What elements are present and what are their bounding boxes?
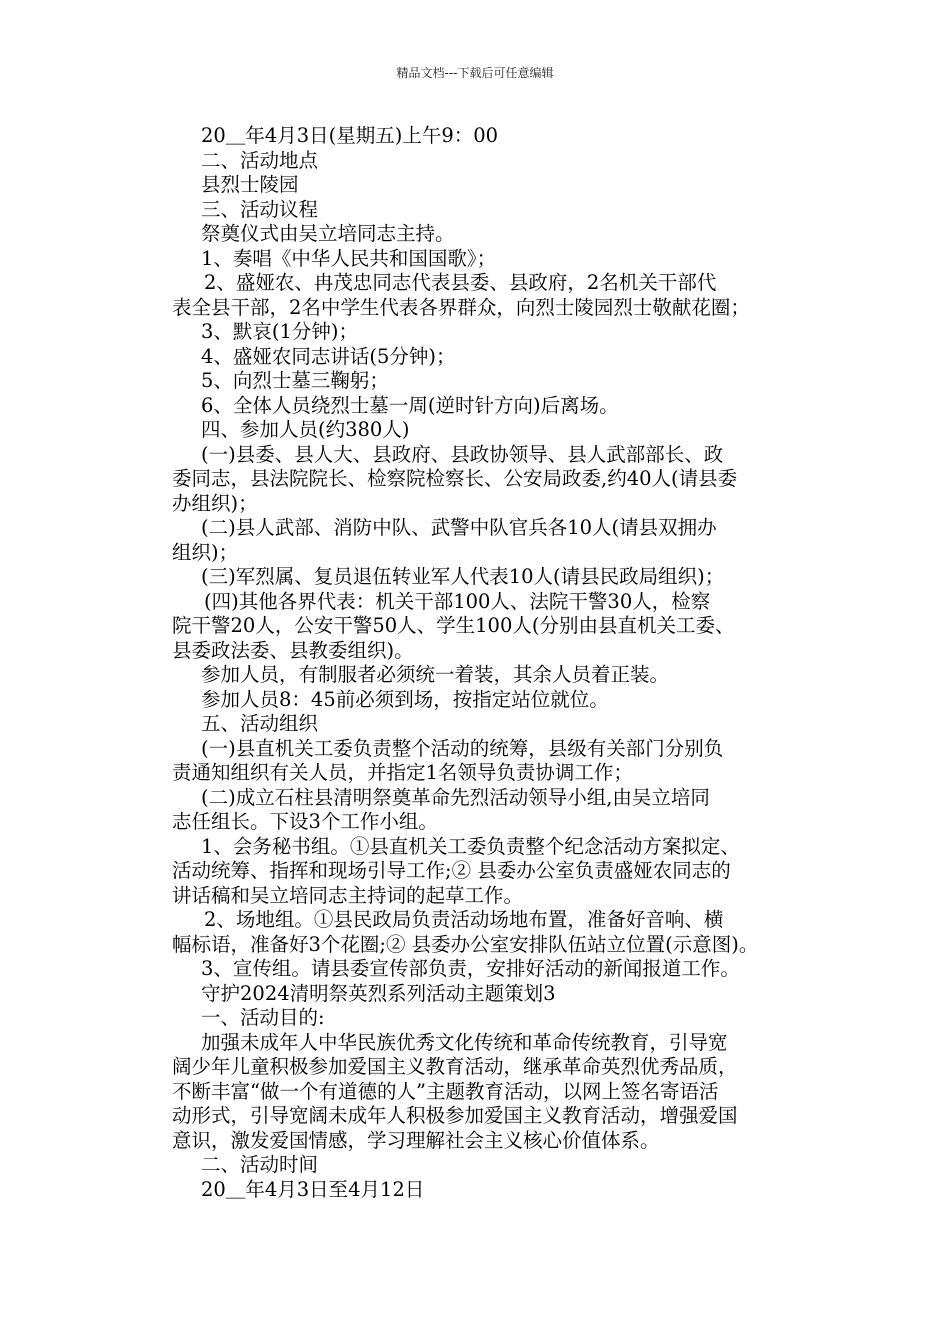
text-line: 20＿年4月3日(星期五)上午9：00 bbox=[201, 124, 499, 147]
text-line: 院干警20人，公安干警50人、学生100人(分别由县直机关工委、 bbox=[172, 614, 735, 637]
text-line: 1、奏唱《中华人民共和国国歌》； bbox=[201, 246, 497, 270]
text-line: 四、参加人员(约380人) bbox=[201, 418, 410, 441]
text-line: 参加人员8：45前必须到场，按指定站位就位。 bbox=[201, 687, 609, 711]
text-line: (一)县委、县人大、县政府、县政协领导、县人武部部长、政 bbox=[201, 442, 724, 466]
text-line: 20＿年4月3日至4月12日 bbox=[201, 1177, 425, 1201]
text-line: 表全县干部，2名中学生代表各界群众，向烈士陵园烈士敬献花圈； bbox=[172, 295, 750, 319]
text-line: (三)军烈属、复员退伍转业军人代表10人(请县民政局组织)； bbox=[201, 565, 725, 588]
text-line: (一)县直机关工委负责整个活动的统筹，县级有关部门分别负 bbox=[201, 736, 724, 760]
document-body bbox=[172, 124, 812, 1202]
text-line: 2、盛娅农、冉茂忠同志代表县委、县政府，2名机关干部代 bbox=[204, 271, 717, 294]
text-line: 4、盛娅农同志讲话(5分钟)； bbox=[201, 344, 456, 368]
text-line: 五、活动组织 bbox=[201, 712, 319, 735]
text-line: (二)县人武部、消防中队、武警中队官兵各10人(请县双拥办 bbox=[201, 516, 717, 539]
page-header: 精品文档---下载后可任意编辑 bbox=[396, 66, 554, 80]
text-line: 讲话稿和吴立培同志主持词的起草工作。 bbox=[172, 883, 524, 907]
text-line: 县委政法委、县教委组织)。 bbox=[172, 638, 414, 662]
text-line: 活动统筹、指挥和现场引导工作;② 县委办公室负责盛娅农同志的 bbox=[172, 859, 731, 882]
text-line: 6、全体人员绕烈士墓一周(逆时针方向)后离场。 bbox=[201, 393, 619, 417]
text-line: 志任组长。下设3个工作小组。 bbox=[172, 810, 438, 833]
text-line: 5、向烈士墓三鞠躬； bbox=[201, 369, 389, 392]
text-line: 3、默哀(1分钟)； bbox=[201, 320, 359, 343]
text-line: 祭奠仪式由吴立培同志主持。 bbox=[201, 222, 455, 245]
text-line: 动形式，引导宽阔未成年人积极参加爱国主义教育活动，增强爱国 bbox=[172, 1104, 738, 1127]
text-line: 委同志，县法院院长、检察院检察长、公安局政委,约40人(请县委 bbox=[172, 467, 738, 490]
text-line: 办组织)； bbox=[172, 491, 258, 515]
text-line: (四)其他各界代表：机关干部100人、法院干警30人，检察 bbox=[204, 589, 711, 613]
text-line: 守护2024清明祭英烈系列活动主题策划3 bbox=[201, 981, 556, 1005]
text-line: 二、活动地点 bbox=[201, 148, 319, 172]
text-line: 幅标语，准备好3个花圈;② 县委办公室安排队伍站立位置(示意图)。 bbox=[172, 932, 759, 956]
text-line: 三、活动议程 bbox=[201, 197, 319, 221]
text-line: 3、宣传组。请县委宣传部负责，安排好活动的新闻报道工作。 bbox=[201, 957, 740, 980]
text-line: 参加人员，有制服者必须统一着装，其余人员着正装。 bbox=[201, 663, 670, 686]
text-line: (二)成立石柱县清明祭奠革命先烈活动领导小组,由吴立培同 bbox=[201, 785, 710, 809]
text-line: 责通知组织有关人员，并指定1名领导负责协调工作； bbox=[172, 761, 633, 784]
text-line: 1、会务秘书组。①县直机关工委负责整个纪念活动方案拟定、 bbox=[201, 834, 740, 858]
text-line: 县烈士陵园 bbox=[201, 173, 299, 196]
text-line: 意识，激发爱国情感，学习理解社会主义核心价值体系。 bbox=[172, 1128, 660, 1152]
text-line: 加强未成年人中华民族优秀文化传统和革命传统教育，引导宽 bbox=[201, 1030, 728, 1054]
text-line: 阔少年儿童积极参加爱国主义教育活动，继承革命英烈优秀品质， bbox=[172, 1055, 738, 1078]
text-line: 二、活动时间 bbox=[201, 1153, 319, 1176]
text-line: 2、场地组。①县民政局负责活动场地布置，准备好音响、横 bbox=[204, 908, 724, 931]
text-line: 组织)； bbox=[172, 540, 239, 564]
text-line: 一、活动目的: bbox=[201, 1006, 325, 1029]
text-line: 不断丰富“做一个有道德的人”主题教育活动，以网上签名寄语活 bbox=[172, 1079, 719, 1103]
